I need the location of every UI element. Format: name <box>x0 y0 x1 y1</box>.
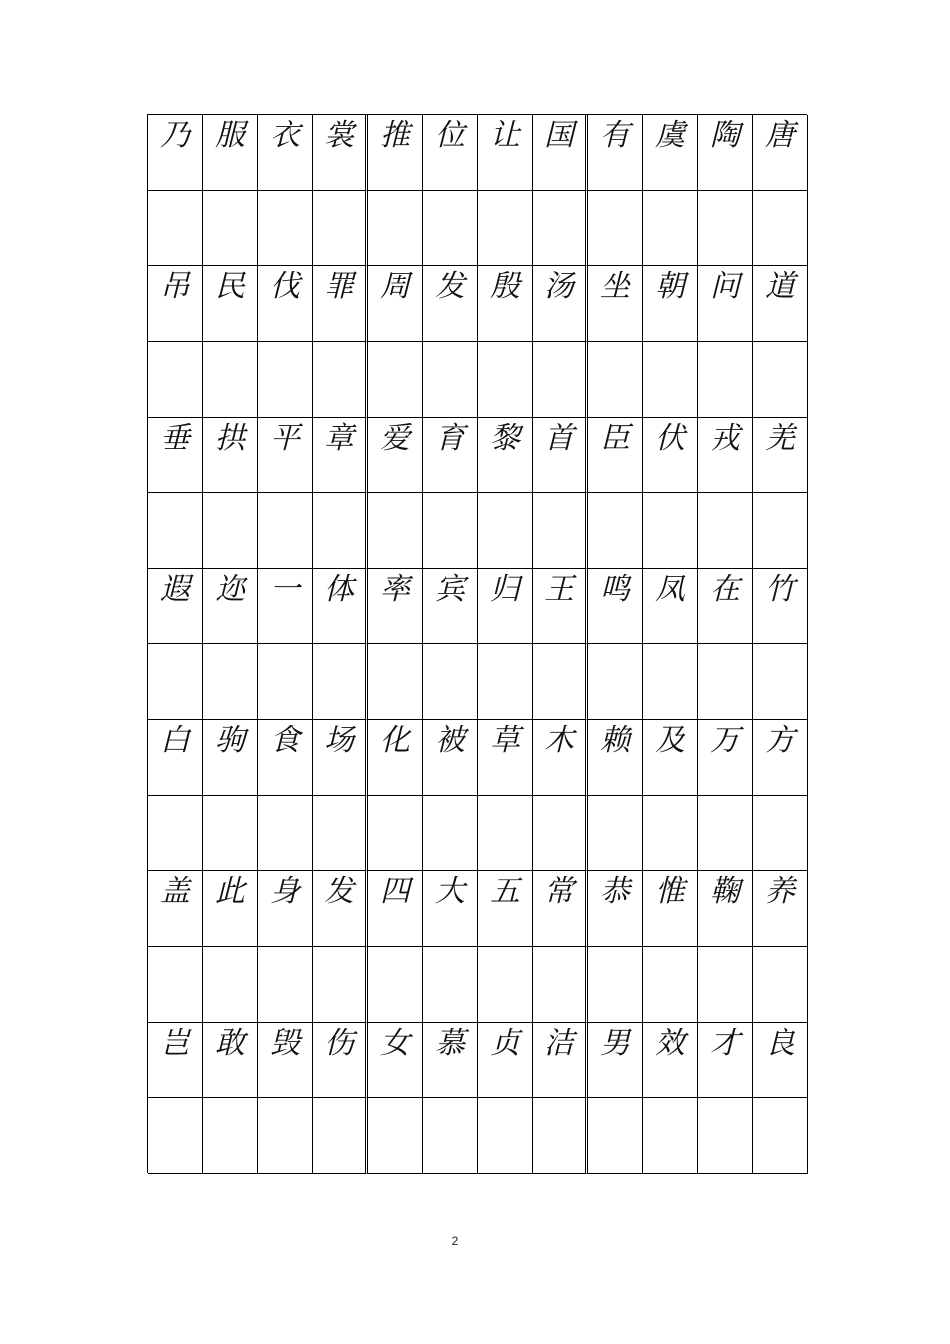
grid-cell-character: 汤 <box>533 266 588 342</box>
grid-cell-empty <box>203 191 258 267</box>
grid-cell-character: 宾 <box>423 569 478 645</box>
grid-cell-character: 平 <box>258 418 313 494</box>
grid-cell-character: 体 <box>313 569 368 645</box>
grid-cell-empty <box>533 1098 588 1174</box>
grid-cell-empty <box>753 644 808 720</box>
grid-cell-character: 陶 <box>698 115 753 191</box>
grid-cell-empty <box>368 644 423 720</box>
grid-cell-character: 服 <box>203 115 258 191</box>
grid-cell-character: 国 <box>533 115 588 191</box>
grid-cell-empty <box>368 947 423 1023</box>
grid-cell-character: 驹 <box>203 720 258 796</box>
grid-cell-empty <box>148 1098 203 1174</box>
grid-cell-empty <box>698 796 753 872</box>
grid-cell-character: 化 <box>368 720 423 796</box>
grid-cell-empty <box>368 191 423 267</box>
grid-cell-empty <box>753 342 808 418</box>
grid-cell-empty <box>533 947 588 1023</box>
grid-cell-character: 赖 <box>588 720 643 796</box>
grid-cell-character: 章 <box>313 418 368 494</box>
grid-cell-empty <box>588 644 643 720</box>
grid-cell-character: 恭 <box>588 871 643 947</box>
grid-cell-empty <box>478 644 533 720</box>
grid-cell-character: 戎 <box>698 418 753 494</box>
grid-cell-empty <box>258 947 313 1023</box>
grid-cell-character: 此 <box>203 871 258 947</box>
grid-cell-character: 育 <box>423 418 478 494</box>
grid-cell-character: 拱 <box>203 418 258 494</box>
grid-cell-character: 伤 <box>313 1023 368 1099</box>
grid-cell-character: 及 <box>643 720 698 796</box>
grid-cell-empty <box>478 1098 533 1174</box>
grid-cell-empty <box>533 342 588 418</box>
grid-cell-character: 虞 <box>643 115 698 191</box>
grid-cell-character: 惟 <box>643 871 698 947</box>
grid-cell-empty <box>258 191 313 267</box>
grid-cell-empty <box>753 1098 808 1174</box>
grid-cell-empty <box>588 796 643 872</box>
grid-cell-character: 殷 <box>478 266 533 342</box>
grid-cell-empty <box>148 342 203 418</box>
grid-cell-character: 衣 <box>258 115 313 191</box>
grid-cell-empty <box>643 493 698 569</box>
grid-cell-empty <box>423 493 478 569</box>
grid-cell-character: 问 <box>698 266 753 342</box>
grid-cell-character: 场 <box>313 720 368 796</box>
grid-cell-empty <box>203 1098 258 1174</box>
grid-cell-empty <box>533 644 588 720</box>
grid-cell-character: 伐 <box>258 266 313 342</box>
grid-cell-character: 爱 <box>368 418 423 494</box>
grid-cell-character: 大 <box>423 871 478 947</box>
grid-cell-empty <box>368 796 423 872</box>
grid-cell-empty <box>643 796 698 872</box>
grid-cell-empty <box>588 947 643 1023</box>
grid-cell-character: 男 <box>588 1023 643 1099</box>
grid-cell-character: 迩 <box>203 569 258 645</box>
grid-cell-character: 周 <box>368 266 423 342</box>
grid-cell-character: 王 <box>533 569 588 645</box>
grid-cell-empty <box>313 493 368 569</box>
grid-cell-character: 效 <box>643 1023 698 1099</box>
grid-cell-character: 身 <box>258 871 313 947</box>
grid-cell-character: 凤 <box>643 569 698 645</box>
grid-cell-empty <box>698 644 753 720</box>
grid-cell-character: 万 <box>698 720 753 796</box>
grid-cell-character: 乃 <box>148 115 203 191</box>
grid-cell-empty <box>203 947 258 1023</box>
grid-cell-empty <box>203 342 258 418</box>
grid-cell-empty <box>313 191 368 267</box>
grid-cell-character: 白 <box>148 720 203 796</box>
grid-cell-empty <box>643 644 698 720</box>
grid-cell-empty <box>478 796 533 872</box>
grid-cell-empty <box>423 796 478 872</box>
grid-cell-empty <box>698 947 753 1023</box>
grid-cell-empty <box>148 947 203 1023</box>
grid-cell-empty <box>258 796 313 872</box>
grid-cell-empty <box>203 493 258 569</box>
grid-cell-empty <box>423 644 478 720</box>
grid-cell-character: 被 <box>423 720 478 796</box>
grid-cell-empty <box>203 796 258 872</box>
grid-cell-character: 罪 <box>313 266 368 342</box>
grid-cell-character: 鞠 <box>698 871 753 947</box>
grid-cell-empty <box>313 644 368 720</box>
grid-cell-character: 在 <box>698 569 753 645</box>
grid-cell-empty <box>423 342 478 418</box>
grid-cell-character: 四 <box>368 871 423 947</box>
grid-cell-character: 有 <box>588 115 643 191</box>
grid-cell-character: 首 <box>533 418 588 494</box>
grid-cell-empty <box>258 1098 313 1174</box>
grid-cell-empty <box>588 493 643 569</box>
grid-cell-empty <box>258 644 313 720</box>
grid-cell-character: 位 <box>423 115 478 191</box>
grid-cell-character: 岂 <box>148 1023 203 1099</box>
grid-cell-empty <box>148 644 203 720</box>
grid-cell-character: 常 <box>533 871 588 947</box>
grid-cell-character: 垂 <box>148 418 203 494</box>
grid-cell-character: 遐 <box>148 569 203 645</box>
grid-cell-character: 率 <box>368 569 423 645</box>
grid-cell-empty <box>258 342 313 418</box>
grid-cell-empty <box>643 1098 698 1174</box>
grid-cell-empty <box>313 1098 368 1174</box>
grid-cell-character: 民 <box>203 266 258 342</box>
grid-cell-character: 让 <box>478 115 533 191</box>
grid-cell-character: 归 <box>478 569 533 645</box>
grid-cell-empty <box>313 796 368 872</box>
grid-cell-empty <box>423 1098 478 1174</box>
grid-cell-character: 臣 <box>588 418 643 494</box>
grid-cell-character: 羌 <box>753 418 808 494</box>
grid-cell-empty <box>643 342 698 418</box>
grid-cell-character: 五 <box>478 871 533 947</box>
grid-cell-empty <box>148 493 203 569</box>
grid-cell-empty <box>478 342 533 418</box>
grid-cell-empty <box>368 1098 423 1174</box>
grid-cell-empty <box>753 947 808 1023</box>
grid-cell-empty <box>698 1098 753 1174</box>
grid-cell-character: 发 <box>313 871 368 947</box>
grid-cell-character: 木 <box>533 720 588 796</box>
grid-cell-empty <box>313 947 368 1023</box>
grid-cell-empty <box>588 1098 643 1174</box>
grid-cell-empty <box>533 191 588 267</box>
grid-cell-character: 食 <box>258 720 313 796</box>
practice-grid <box>147 114 807 1173</box>
grid-cell-empty <box>148 796 203 872</box>
grid-cell-empty <box>258 493 313 569</box>
grid-cell-character: 朝 <box>643 266 698 342</box>
grid-cell-empty <box>753 796 808 872</box>
grid-cell-character: 敢 <box>203 1023 258 1099</box>
grid-cell-empty <box>313 342 368 418</box>
grid-cell-empty <box>533 493 588 569</box>
grid-cell-character: 洁 <box>533 1023 588 1099</box>
grid-cell-empty <box>368 493 423 569</box>
page-number: 2 <box>451 1234 459 1248</box>
grid-cell-character: 唐 <box>753 115 808 191</box>
grid-cell-empty <box>753 493 808 569</box>
grid-cell-character: 才 <box>698 1023 753 1099</box>
grid-cell-empty <box>698 493 753 569</box>
grid-cell-empty <box>533 796 588 872</box>
grid-cell-empty <box>478 947 533 1023</box>
grid-cell-empty <box>368 342 423 418</box>
grid-cell-character: 养 <box>753 871 808 947</box>
grid-cell-character: 女 <box>368 1023 423 1099</box>
grid-cell-character: 慕 <box>423 1023 478 1099</box>
grid-cell-character: 良 <box>753 1023 808 1099</box>
grid-cell-character: 鸣 <box>588 569 643 645</box>
grid-cell-character: 竹 <box>753 569 808 645</box>
grid-cell-empty <box>478 493 533 569</box>
grid-cell-empty <box>588 342 643 418</box>
grid-cell-character: 黎 <box>478 418 533 494</box>
grid-cell-character: 吊 <box>148 266 203 342</box>
grid-cell-empty <box>643 947 698 1023</box>
grid-cell-character: 草 <box>478 720 533 796</box>
grid-cell-character: 发 <box>423 266 478 342</box>
grid-cell-character: 坐 <box>588 266 643 342</box>
grid-cell-character: 毁 <box>258 1023 313 1099</box>
grid-cell-character: 伏 <box>643 418 698 494</box>
grid-cell-empty <box>698 342 753 418</box>
grid-cell-empty <box>423 191 478 267</box>
grid-cell-empty <box>423 947 478 1023</box>
grid-cell-character: 贞 <box>478 1023 533 1099</box>
grid-cell-character: 方 <box>753 720 808 796</box>
grid-cell-empty <box>643 191 698 267</box>
grid-cell-empty <box>478 191 533 267</box>
grid-cell-empty <box>698 191 753 267</box>
grid-cell-character: 推 <box>368 115 423 191</box>
grid-cell-empty <box>203 644 258 720</box>
grid-cell-character: 盖 <box>148 871 203 947</box>
grid-cell-character: 一 <box>258 569 313 645</box>
grid-cell-character: 裳 <box>313 115 368 191</box>
grid-cell-empty <box>148 191 203 267</box>
grid-cell-empty <box>588 191 643 267</box>
grid-cell-empty <box>753 191 808 267</box>
grid-cell-character: 道 <box>753 266 808 342</box>
